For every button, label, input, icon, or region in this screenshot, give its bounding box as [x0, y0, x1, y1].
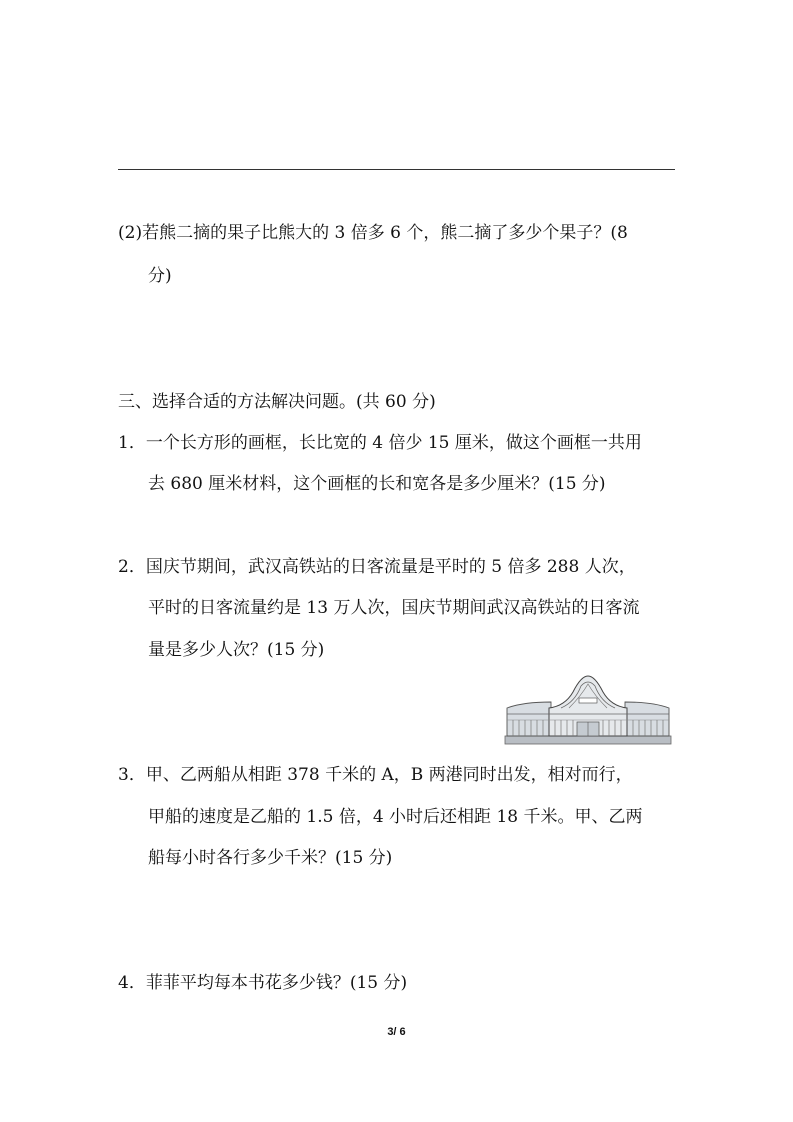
- problem-2-number: 2．: [118, 557, 146, 577]
- problem-2-line-3: 量是多少人次？(15 分): [148, 640, 325, 660]
- question-2-line-1: (2)若熊二摘的果子比熊大的 3 倍多 6 个，熊二摘了多少个果子？(8: [118, 223, 628, 243]
- problem-4-text-1: 菲菲平均每本书花多少钱？(15 分): [145, 973, 408, 993]
- problem-1-line-2: 去 680 厘米材料，这个画框的长和宽各是多少厘米？(15 分): [148, 474, 606, 494]
- problem-3-line-2: 甲船的速度是乙船的 1.5 倍，4 小时后还相距 18 千米。甲、乙两: [148, 807, 643, 827]
- problem-3-text-1: 甲、乙两船从相距 378 千米的 A，B 两港同时出发，相对而行，: [145, 765, 633, 785]
- problem-2-line-2: 平时的日客流量约是 13 万人次，国庆节期间武汉高铁站的日客流: [148, 598, 640, 618]
- problem-2-line-1: [118, 556, 636, 578]
- problem-4-line-1: [118, 972, 407, 994]
- problem-1-line-1: [118, 432, 642, 454]
- question-2-line-2: 分): [148, 266, 172, 286]
- train-station-icon: [503, 674, 673, 750]
- problem-4-number: 4．: [118, 973, 146, 993]
- section-3-heading: 三、选择合适的方法解决问题。(共 60 分): [118, 392, 436, 412]
- page-number: 3/ 6: [387, 1026, 406, 1038]
- problem-1-number: 1．: [118, 433, 146, 453]
- top-divider: [118, 169, 675, 170]
- problem-3-line-3: 船每小时各行多少千米？(15 分): [148, 848, 393, 868]
- problem-1-text-1: 一个长方形的画框，长比宽的 4 倍少 15 厘米，做这个画框一共用: [145, 433, 642, 453]
- problem-3-line-1: [118, 764, 633, 786]
- problem-3-number: 3．: [118, 765, 146, 785]
- problem-2-text-1: 国庆节期间，武汉高铁站的日客流量是平时的 5 倍多 288 人次，: [145, 557, 636, 577]
